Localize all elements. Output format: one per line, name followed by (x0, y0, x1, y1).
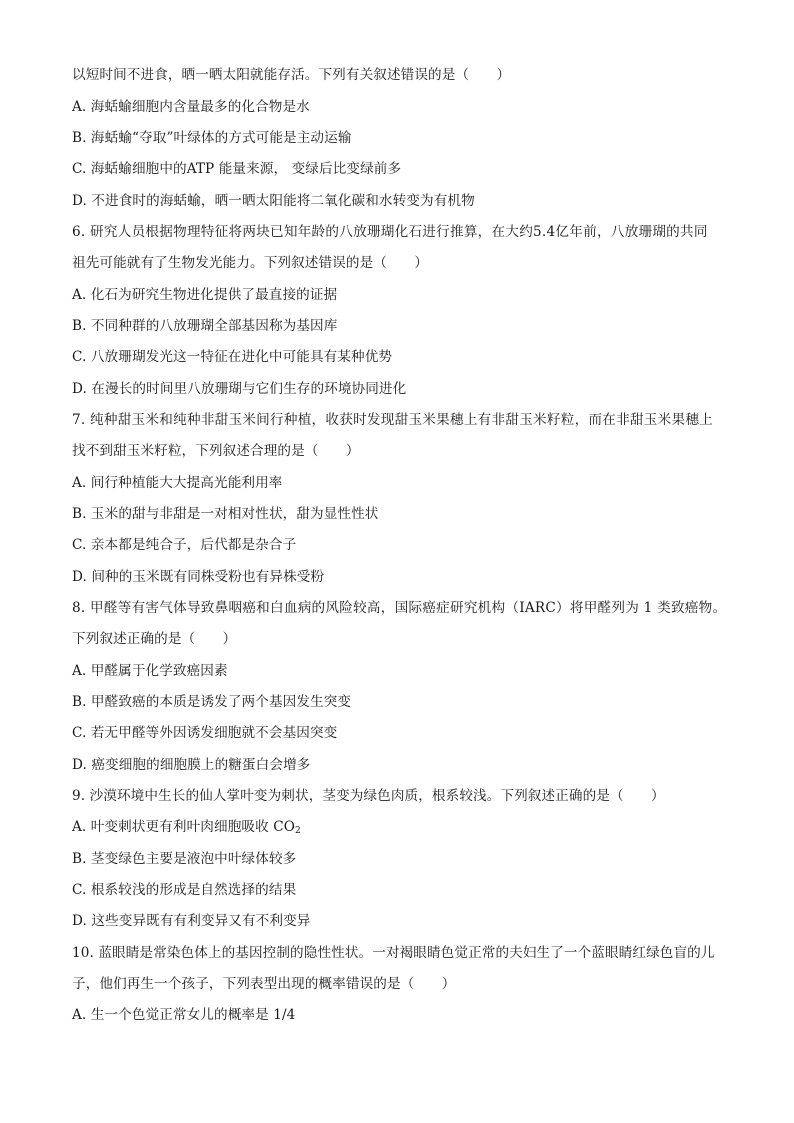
q9-option-a-text: A. 叶变刺状更有利叶肉细胞吸收 CO (72, 819, 295, 835)
q7-option-a: A. 间行种植能大大提高光能利用率 (72, 475, 283, 491)
q9-option-d: D. 这些变异既有有利变异又有不利变异 (72, 913, 311, 929)
q8-option-c: C. 若无甲醛等外因诱发细胞就不会基因突变 (72, 725, 338, 741)
q8-option-b: B. 甲醛致癌的本质是诱发了两个基因发生突变 (72, 694, 352, 710)
q5-stem-continuation: 以短时间不进食，晒一晒太阳就能存活。下列有关叙述错误的是（ ） (72, 67, 511, 83)
q7-stem-line2: 找不到甜玉米籽粒，下列叙述合理的是（ ） (72, 443, 360, 459)
co2-subscript: 2 (294, 826, 301, 836)
q6-option-d: D. 在漫长的时间里八放珊瑚与它们生存的环境协同进化 (72, 381, 407, 397)
q10-option-a: A. 生一个色觉正常女儿的概率是 1/4 (72, 1007, 296, 1023)
q7-stem-line1: 7. 纯种甜玉米和纯种非甜玉米间行种植，收获时发现甜玉米果穗上有非甜玉米籽粒，而在非甜玉米果穗上 (72, 412, 714, 428)
q6-stem-line2: 祖先可能就有了生物发光能力。下列叙述错误的是（ ） (72, 255, 429, 271)
q9-option-b: B. 茎变绿色主要是液泡中叶绿体较多 (72, 851, 297, 867)
q9-option-c: C. 根系较浅的形成是自然选择的结果 (72, 882, 297, 898)
q5-option-c: C. 海蛞蝓细胞中的ATP 能量来源， 变绿后比变绿前多 (72, 161, 402, 177)
q8-stem-line1: 8. 甲醛等有害气体导致鼻咽癌和白血病的风险较高，国际癌症研究机构（IARC）将甲醛列为 1 类致癌物。 (72, 600, 727, 616)
q10-stem-line1: 10. 蓝眼睛是常染色体上的基因控制的隐性性状。一对褐眼睛色觉正常的夫妇生了一个蓝眼睛红绿色盲的儿 (72, 945, 715, 961)
q5-option-d: D. 不进食时的海蛞蝓，晒一晒太阳能将二氧化碳和水转变为有机物 (72, 193, 475, 209)
q6-option-a: A. 化石为研究生物进化提供了最直接的证据 (72, 287, 338, 303)
q8-stem-line2: 下列叙述正确的是（ ） (72, 631, 237, 647)
q7-option-c: C. 亲本都是纯合子，后代都是杂合子 (72, 537, 297, 553)
q8-option-d: D. 癌变细胞的细胞膜上的糖蛋白会增多 (72, 757, 311, 773)
q6-stem-line1: 6. 研究人员根据物理特征将两块已知年龄的八放珊瑚化石进行推算，在大约5.4亿年前，八放珊瑚的共同 (72, 224, 708, 240)
q9-stem: 9. 沙漠环境中生长的仙人掌叶变为刺状，茎变为绿色肉质，根系较浅。下列叙述正确的是（ ） (72, 788, 665, 804)
q7-option-b: B. 玉米的甜与非甜是一对相对性状，甜为显性性状 (72, 506, 379, 522)
q8-option-a: A. 甲醛属于化学致癌因素 (72, 663, 228, 679)
q9-option-a (72, 818, 301, 836)
q5-option-a: A. 海蛞蝓细胞内含量最多的化合物是水 (72, 99, 310, 115)
q6-option-c: C. 八放珊瑚发光这一特征在进化中可能具有某种优势 (72, 349, 393, 365)
q6-option-b: B. 不同种群的八放珊瑚全部基因称为基因库 (72, 318, 338, 334)
q5-option-b: B. 海蛞蝓“夺取”叶绿体的方式可能是主动运输 (72, 130, 352, 146)
q10-stem-line2: 子，他们再生一个孩子，下列表型出现的概率错误的是（ ） (72, 976, 456, 992)
q7-option-d: D. 间种的玉米既有同株受粉也有异株受粉 (72, 569, 325, 585)
